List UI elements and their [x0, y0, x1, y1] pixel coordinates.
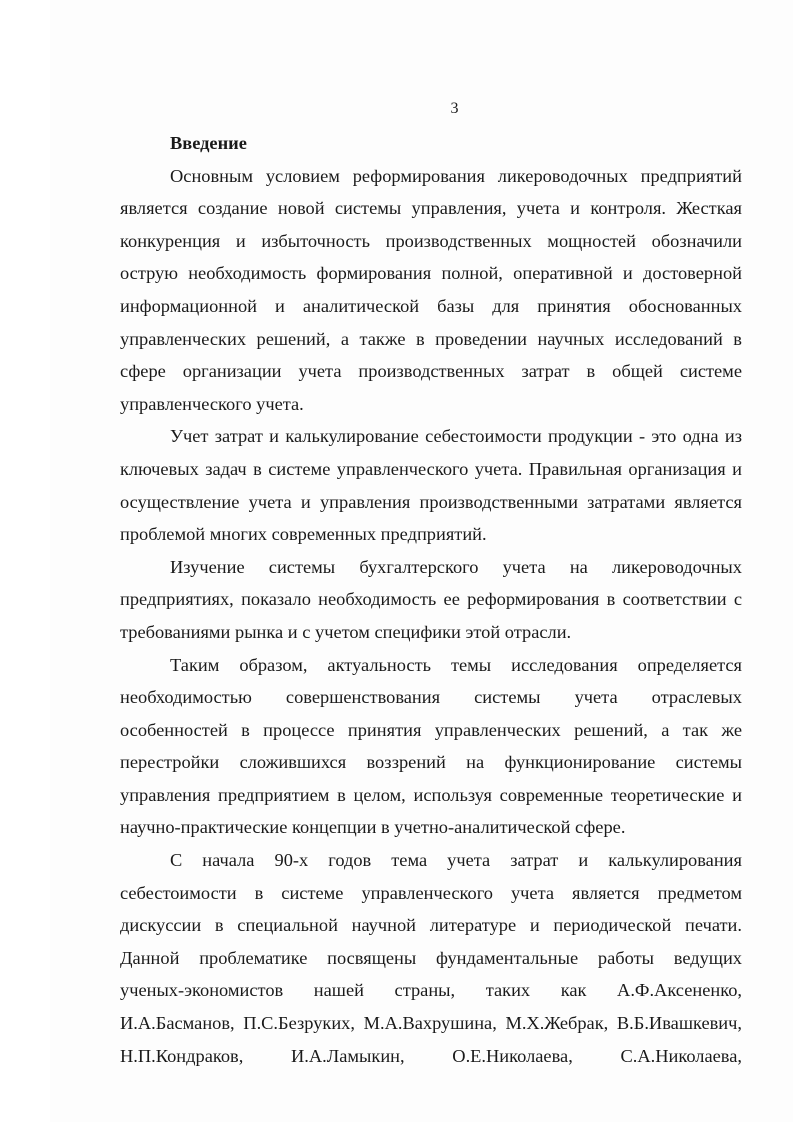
text-line: Данной проблематике посвящены фундаментальные работы ведущих — [120, 947, 742, 968]
text-line: ученых-экономистов нашей страны, таких как А.Ф.Аксененко, — [120, 980, 742, 1001]
text-line: себестоимости в системе управленческого учета является предметом — [120, 882, 742, 903]
text-line: управленческого учета. — [120, 393, 304, 414]
text-line: Изучение системы бухгалтерского учета на ликероводочных — [170, 556, 742, 577]
text-line: сфере организации учета производственных затрат в общей системе — [120, 361, 742, 382]
text-line: управленческих решений, а также в проведении научных исследований в — [120, 328, 742, 349]
text-line: управления предприятием в целом, используя современные теоретические и — [120, 784, 742, 805]
paragraph-3 — [120, 551, 742, 649]
paragraph-4 — [120, 649, 742, 845]
text-line: Таким образом, актуальность темы исследования определяется — [170, 654, 742, 675]
text-line: необходимостью совершенствования системы учета отраслевых — [120, 687, 742, 708]
text-line: требованиями рынка и с учетом специфики этой отрасли. — [120, 621, 572, 642]
text-line: Н.П.Кондраков, И.А.Ламыкин, О.Е.Николаева, С.А.Николаева, — [120, 1045, 742, 1066]
text-line: Основным условием реформирования ликероводочных предприятий — [170, 165, 742, 186]
text-line: Учет затрат и калькулирование себестоимости продукции - это одна из — [170, 426, 742, 447]
text-line: ключевых задач в системе управленческого учета. Правильная организация и — [120, 458, 742, 479]
text-line: является создание новой системы управления, учета и контроля. Жесткая — [120, 198, 742, 219]
text-line: особенностей в процессе принятия управленческих решений, а так же — [120, 719, 742, 740]
paragraph-1 — [120, 160, 742, 421]
text-line: информационной и аналитической базы для принятия обоснованных — [120, 295, 742, 316]
page-number: 3 — [450, 100, 459, 117]
text-line: И.А.Басманов, П.С.Безруких, М.А.Вахрушина, М.Х.Жебрак, В.Б.Ивашкевич, — [120, 1013, 742, 1034]
document-body — [120, 127, 742, 1072]
text-line: острую необходимость формирования полной, оперативной и достоверной — [120, 263, 742, 284]
text-line: предприятиях, показало необходимость ее реформирования в соответствии с — [120, 589, 742, 610]
text-line: проблемой многих современных предприятий. — [120, 524, 487, 545]
text-line: дискуссии в специальной научной литературе и периодической печати. — [120, 915, 742, 936]
text-line: осуществление учета и управления производственными затратами является — [120, 491, 742, 512]
text-line: перестройки сложившихся воззрений на функционирование системы — [120, 752, 742, 773]
paragraph-5 — [120, 844, 742, 1072]
scan-margin — [0, 0, 50, 1122]
section-heading: Введение — [170, 133, 247, 153]
paragraph-2 — [120, 420, 742, 550]
text-line: С начала 90-х годов тема учета затрат и калькулирования — [170, 850, 742, 871]
text-line: конкуренция и избыточность производственных мощностей обозначили — [120, 230, 742, 251]
text-line: научно-практические концепции в учетно-аналитической сфере. — [120, 817, 626, 838]
